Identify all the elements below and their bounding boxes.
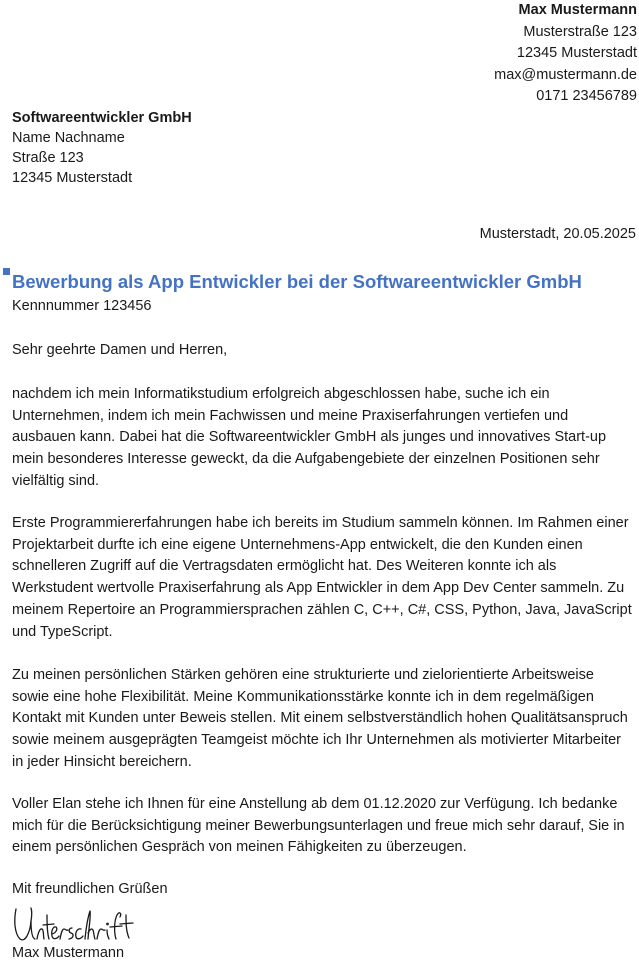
body-paragraph-1: nachdem ich mein Informatikstudium erfolgreich abgeschlossen habe, suche ich ein Unternehmen, indem ich mein Fachwissen und meine Praxiserfahrungen vertiefen und ausbauen kann. Dabei hat die Softwareentwickler GmbH als junges und innovatives Start-up mein besonderes Interesse geweckt, da die Aufgabengebiete der einzelnen Positionen sehr vielfältig sind. bbox=[12, 386, 607, 489]
sender-street: Musterstraße 123 bbox=[523, 23, 637, 40]
recipient-city: 12345 Musterstadt bbox=[12, 170, 133, 186]
signer-name: Max Mustermann bbox=[12, 945, 125, 961]
recipient-company: Softwareentwickler GmbH bbox=[12, 110, 192, 126]
sender-phone: 0171 23456789 bbox=[536, 88, 637, 104]
closing: Mit freundlichen Grüßen bbox=[12, 881, 168, 897]
sender-block bbox=[494, 0, 637, 108]
subject-heading: Bewerbung als App Entwickler bei der Softwareentwickler GmbH bbox=[12, 271, 582, 292]
sender-email: max@mustermann.de bbox=[494, 66, 637, 83]
salutation: Sehr geehrte Damen und Herren, bbox=[12, 342, 228, 358]
recipient-contact: Name Nachname bbox=[12, 130, 125, 146]
reference-number: Kennnummer 123456 bbox=[12, 298, 152, 314]
heading-marker bbox=[3, 268, 10, 275]
recipient-street: Straße 123 bbox=[12, 150, 84, 166]
letter-date: Musterstadt, 20.05.2025 bbox=[479, 226, 636, 242]
sender-name: Max Mustermann bbox=[518, 2, 637, 18]
body-paragraph-3: Zu meinen persönlichen Stärken gehören eine strukturierte und zielorientierte Arbeitsweise sowie eine hohe Flexibilität. Meine Kommunikationsstärke konnte ich in dem regelmäßigen Kontakt mit Kunden unter Beweis stellen. Mit einem selbstverständlich hohen Qualitätsanspruch sowie meinem ausgeprägten Teamgeist möchte ich Ihr Unternehmen als motivierter Mitarbeiter in jeder Hinsicht bereichern. bbox=[12, 667, 628, 770]
handwritten-signature bbox=[10, 903, 134, 947]
recipient-block bbox=[12, 108, 192, 188]
body-paragraph-2: Erste Programmiererfahrungen habe ich bereits im Studium sammeln können. Im Rahmen einer Projektarbeit durfte ich eine eigene Unternehmens-App entwickelt, die den Kunden einen schnelleren Zugriff auf die Vertragsdaten ermöglicht hat. Des Weiteren konnte ich als Werkstudent wertvolle Praxiserfahrung als App Entwickler in dem App Dev Center sammeln. Zu meinem Repertoire an Programmiersprachen zählen C, C++, C#, CSS, Python, Java, JavaScript und TypeScript. bbox=[12, 515, 632, 640]
body-paragraph-4: Voller Elan stehe ich Ihnen für eine Anstellung ab dem 01.12.2020 zur Verfügung. Ich bedanke mich für die Berücksichtigung meiner Bewerbungsunterlagen und freue mich sehr darauf, Sie in einem persönlichen Gespräch von meinen Fähigkeiten zu überzeugen. bbox=[12, 796, 625, 856]
sender-city: 12345 Musterstadt bbox=[516, 45, 637, 61]
